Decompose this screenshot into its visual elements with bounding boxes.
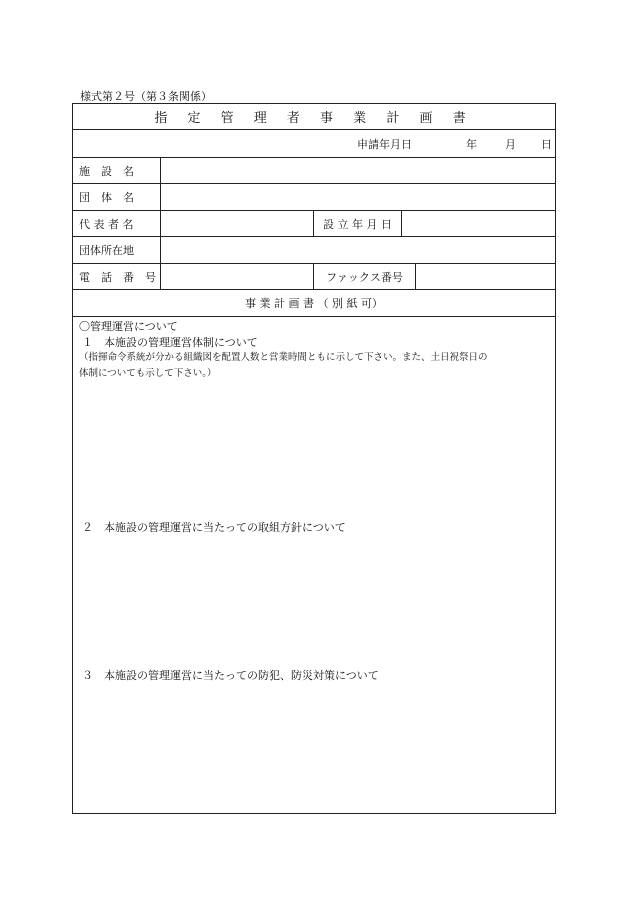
facility-name-row bbox=[73, 158, 555, 184]
phone-number-label: 電 話 番 号 bbox=[73, 264, 161, 289]
fax-number-field[interactable] bbox=[416, 264, 555, 289]
representative-name-field[interactable] bbox=[161, 211, 314, 236]
plan-header-row bbox=[73, 290, 555, 317]
plan-form bbox=[72, 103, 556, 814]
established-date-field[interactable] bbox=[402, 211, 555, 236]
title-row bbox=[73, 104, 555, 130]
organization-name-row bbox=[73, 184, 555, 211]
phone-number-field[interactable] bbox=[161, 264, 314, 289]
representative-name-label: 代 表 者 名 bbox=[73, 211, 161, 236]
facility-name-field[interactable] bbox=[161, 158, 555, 183]
form-number-label: 様式第２号（第３条関係） bbox=[80, 90, 212, 103]
application-date-row bbox=[73, 130, 555, 158]
phone-fax-row bbox=[73, 264, 555, 290]
fax-number-label: ファックス番号 bbox=[314, 264, 416, 289]
application-date-day[interactable]: 日 bbox=[541, 137, 552, 151]
representative-row bbox=[73, 211, 555, 237]
section-item-1: １ 本施設の管理運営体制について bbox=[82, 336, 258, 349]
organization-address-row bbox=[73, 237, 555, 264]
application-date-year[interactable]: 年 bbox=[466, 137, 477, 151]
organization-name-field[interactable] bbox=[161, 184, 555, 210]
plan-header: 事 業 計 画 書 （ 別 紙 可） bbox=[245, 297, 383, 310]
organization-name-label: 団 体 名 bbox=[73, 184, 161, 210]
section-heading: 〇管理運営について bbox=[79, 320, 178, 333]
page-title: 指 定 管 理 者 事 業 計 画 書 bbox=[154, 111, 474, 126]
section-item-1-note-line-2: 体制についても示して下さい。） bbox=[79, 368, 217, 379]
application-date-label: 申請年月日 bbox=[357, 137, 412, 151]
plan-content-area[interactable] bbox=[73, 317, 555, 813]
section-item-1-note-line-1: （指揮命令系統が分かる組織図を配置人数と営業時間ともに示して下さい。また、土日祝祭日の bbox=[79, 352, 488, 363]
established-date-label: 設 立 年 月 日 bbox=[314, 211, 402, 236]
organization-address-field[interactable] bbox=[161, 237, 555, 263]
organization-address-label: 団体所在地 bbox=[73, 237, 161, 263]
facility-name-label: 施 設 名 bbox=[73, 158, 161, 183]
section-item-3: ３ 本施設の管理運営に当たっての防犯、防災対策について bbox=[82, 669, 379, 682]
application-date-month[interactable]: 月 bbox=[505, 137, 516, 151]
section-item-2: ２ 本施設の管理運営に当たっての取組方針について bbox=[82, 521, 346, 534]
